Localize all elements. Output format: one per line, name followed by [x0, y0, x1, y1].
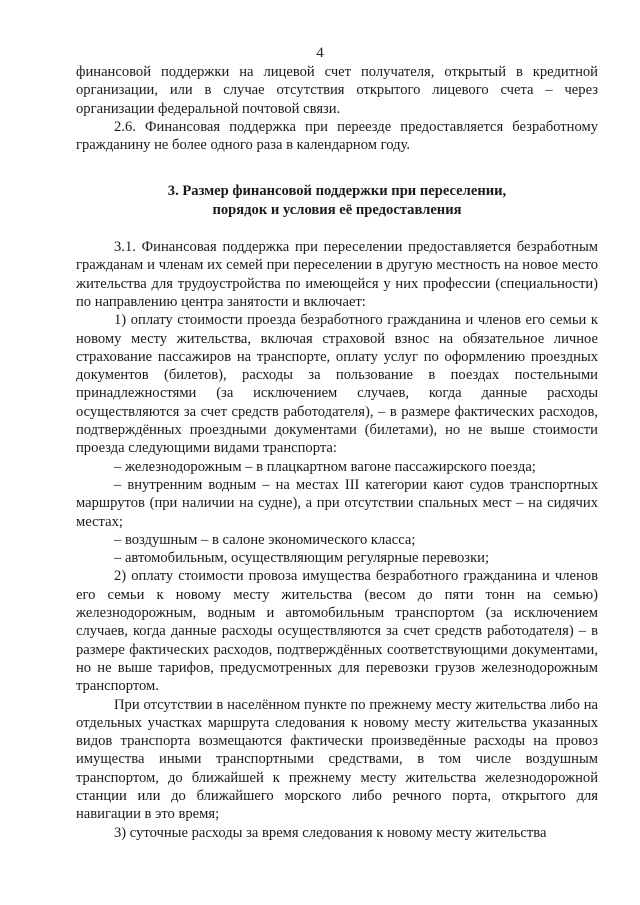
list-item-1: 1) оплату стоимости проезда безработного гражданина и членов его семьи к новому месту жительства, включая страховой взнос на обязательное личное страхование пассажиров на транспорте, оплату услуг по оформлению проездных документов (билетов), расходы за пользование в поездах постельными принадлежностями (за исключением случаев, когда данные расходы осуществляются за счет средств работодателя), – в размере фактических расходов, подтверждённых проездными документами (билетами), но не выше стоимости проезда следующими видами транспорта:: [76, 312, 598, 457]
section-heading-line-2: порядок и условия её предоставления: [212, 201, 462, 218]
list-item-3: 3) суточные расходы за время следования к новому месту жительства: [114, 824, 547, 841]
list-subitem-road: – автомобильным, осуществляющим регулярные перевозки;: [114, 550, 490, 567]
paragraph-absence-transport: При отсутствии в населённом пункте по прежнему месту жительства либо на отдельных участках маршрута следования к новому месту жительства указанных видов транспорта возмещаются фактически произведённые расходы на провоз имущества иными транспортными средствами, в том числе воздушным транспортом, до ближайшей к прежнему месту жительства железнодорожной станции или до ближайшего морского либо речного порта, открытого для навигации в это время;: [76, 696, 598, 823]
list-subitem-water: – внутренним водным – на местах III категории кают судов транспортных маршрутов (при наличии на судне), а при отсутствии спальных мест – на сидячих местах;: [76, 476, 598, 530]
list-item-2: 2) оплату стоимости провоза имущества безработного гражданина и членов его семьи к новому месту жительства (весом до пяти тонн на семью) железнодорожным, водным и автомобильным транспортом (за исключением случаев, когда данные расходы осуществляются за счет средств работодателя) – в размере фактических расходов, подтверждённых соответствующими документами, но не выше тарифов, предусмотренных для перевозки грузов железнодорожным транспортом.: [76, 568, 598, 695]
list-subitem-rail: – железнодорожным – в плацкартном вагоне пассажирского поезда;: [114, 458, 536, 475]
document-body: [76, 63, 598, 842]
section-heading-line-1: 3. Размер финансовой поддержки при переселении,: [167, 183, 507, 200]
paragraph-2-6: 2.6. Финансовая поддержка при переезде предоставляется безработному гражданину не более одного раза в календарном году.: [76, 118, 598, 154]
section-heading: [76, 182, 598, 219]
paragraph-3-1: 3.1. Финансовая поддержка при переселении предоставляется безработным гражданам и членам их семей при переселении в другую местность на новое место жительства для трудоустройства по имеющейся у них профессии (специальности) по направлению центра занятости и включает:: [76, 239, 598, 310]
list-subitem-air: – воздушным – в салоне экономического класса;: [114, 531, 416, 548]
paragraph-continuation: финансовой поддержки на лицевой счет получателя, открытый в кредитной организации, или в случае отсутствия открытого лицевого счета – через организации федеральной почтовой связи.: [76, 64, 598, 117]
page-number: 4: [316, 45, 324, 61]
